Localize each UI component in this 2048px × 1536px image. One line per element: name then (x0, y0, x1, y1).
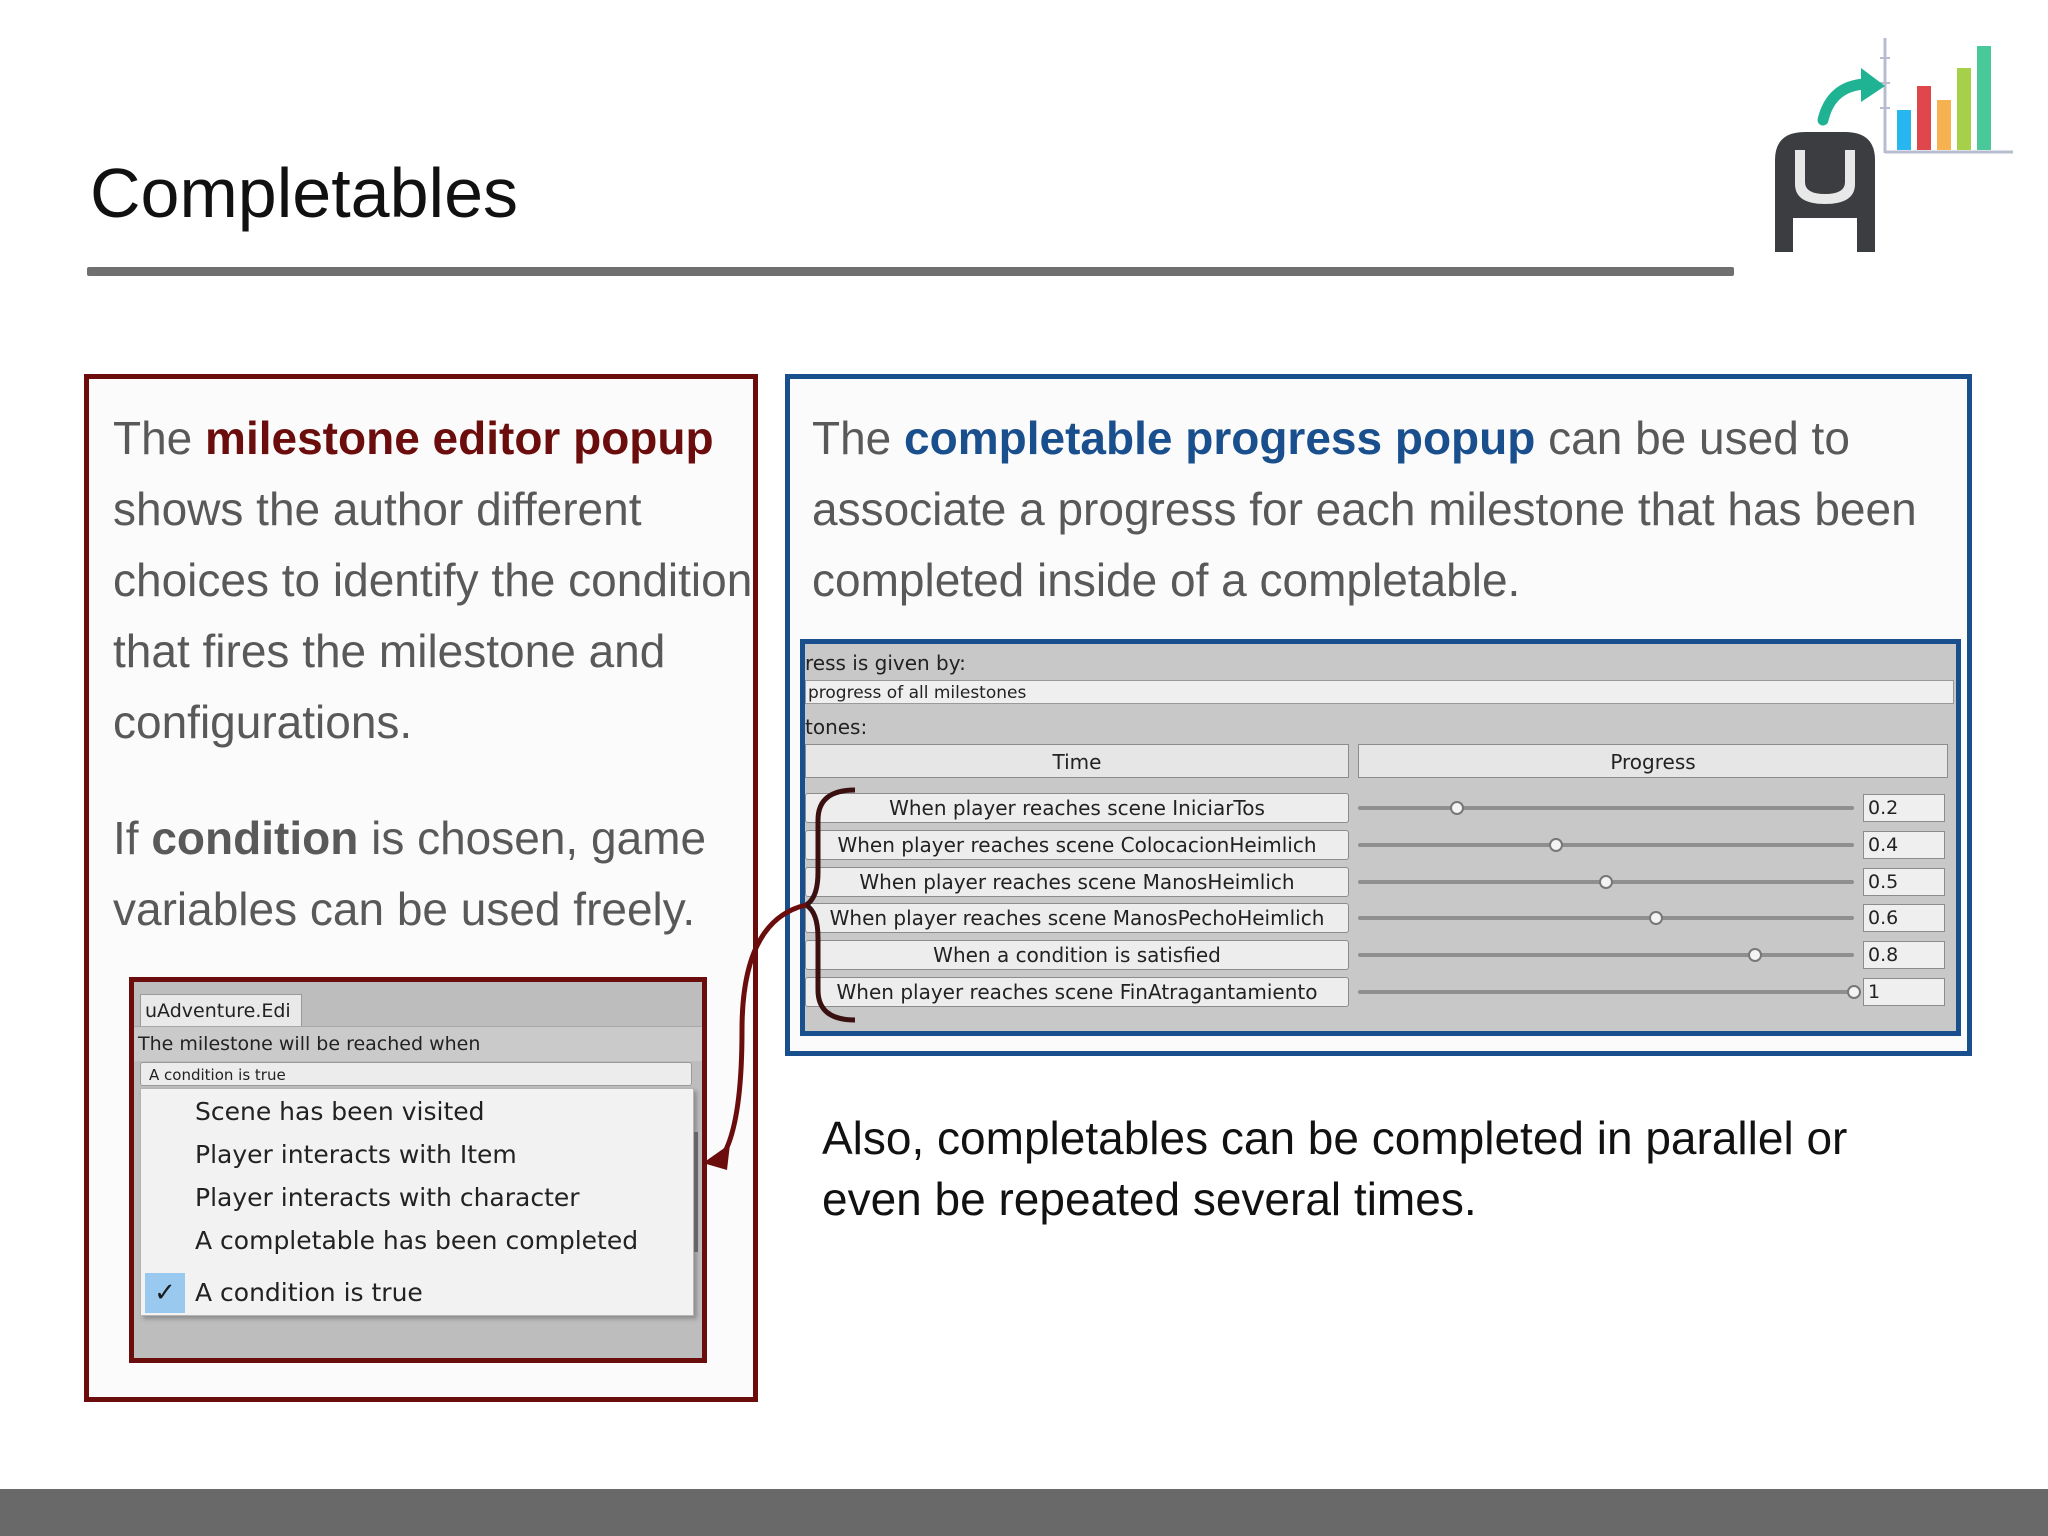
para1-rest: shows the author different choices to identify the condition that fires the milestone and configurations. (113, 483, 753, 748)
milestone-editor-popup (129, 977, 707, 1363)
milestone-row-button[interactable]: When player reaches scene ManosHeimlich (805, 867, 1349, 897)
uadventure-analytics-logo-icon (1765, 28, 2015, 260)
progress-mode-dropdown[interactable]: progress of all milestones (805, 680, 1954, 704)
progress-given-label: ress is given by: (805, 651, 966, 675)
progress-value-field[interactable]: 0.8 (1863, 941, 1945, 969)
completable-progress-popup (800, 639, 1961, 1036)
parallel-completion-note: Also, completables can be completed in parallel or even be repeated several times. (822, 1112, 1848, 1225)
title-underline (87, 267, 1734, 276)
milestone-row-button[interactable]: When a condition is satisfied (805, 940, 1349, 970)
progress-slider-handle[interactable] (1450, 801, 1464, 815)
column-header-time: Time (805, 744, 1349, 778)
progress-slider-track[interactable] (1358, 843, 1854, 847)
condition-type-dropdown[interactable]: A condition is true (140, 1062, 692, 1086)
milestone-editor-highlight: milestone editor popup (205, 412, 714, 464)
menu-option-scene-visited[interactable]: Scene has been visited (195, 1097, 485, 1126)
checkmark-icon: ✓ (145, 1273, 185, 1313)
progress-value-field[interactable]: 0.4 (1863, 831, 1945, 859)
milestone-description (113, 403, 753, 758)
menu-option-condition-true[interactable]: A condition is true (195, 1278, 423, 1307)
progress-slider-track[interactable] (1358, 990, 1854, 994)
progress-info-text (812, 403, 1962, 616)
footer-bar (0, 1489, 2048, 1536)
milestone-reached-label: The milestone will be reached when (138, 1033, 481, 1055)
progress-slider-handle[interactable] (1649, 911, 1663, 925)
progress-slider-track[interactable] (1358, 916, 1854, 920)
intro-prefix: The (812, 412, 905, 464)
para2-prefix: If (113, 812, 152, 864)
slide-title: Completables (90, 154, 518, 232)
milestones-label: tones: (805, 715, 868, 739)
progress-slider-handle[interactable] (1549, 838, 1563, 852)
condition-highlight: condition (151, 812, 359, 864)
progress-value-field[interactable]: 0.5 (1863, 868, 1945, 896)
progress-slider-handle[interactable] (1599, 875, 1613, 889)
progress-slider-handle[interactable] (1748, 948, 1762, 962)
condition-type-menu (140, 1088, 694, 1316)
completable-progress-highlight: completable progress popup (904, 412, 1536, 464)
column-header-progress: Progress (1358, 744, 1948, 778)
popup-edge-divider (694, 1132, 698, 1252)
progress-slider-handle[interactable] (1847, 985, 1861, 999)
menu-option-completable-completed[interactable]: A completable has been completed (195, 1226, 639, 1255)
menu-option-interact-item[interactable]: Player interacts with Item (195, 1140, 517, 1169)
progress-value-field[interactable]: 0.6 (1863, 904, 1945, 932)
para2-rest: is chosen, game variables can be used freely. (113, 812, 707, 935)
intro-rest: can be used to associate a progress for each milestone that has been completed inside of a completable. (812, 412, 1917, 606)
milestone-row-button[interactable]: When player reaches scene ColocacionHeimlich (805, 830, 1349, 860)
milestone-row-button[interactable]: When player reaches scene FinAtragantamiento (805, 977, 1349, 1007)
condition-description (113, 803, 753, 945)
para1-prefix: The (113, 412, 206, 464)
menu-option-interact-character[interactable]: Player interacts with character (195, 1183, 580, 1212)
milestone-info-text (113, 403, 753, 990)
progress-slider-track[interactable] (1358, 953, 1854, 957)
editor-tab[interactable]: uAdventure.Edi (140, 994, 302, 1027)
progress-value-field[interactable]: 0.2 (1863, 794, 1945, 822)
progress-value-field[interactable]: 1 (1863, 978, 1945, 1006)
milestone-row-button[interactable]: When player reaches scene ManosPechoHeimlich (805, 903, 1349, 933)
progress-slider-track[interactable] (1358, 806, 1854, 810)
milestone-row-button[interactable]: When player reaches scene IniciarTos (805, 793, 1349, 823)
progress-info-box (785, 374, 1972, 1056)
